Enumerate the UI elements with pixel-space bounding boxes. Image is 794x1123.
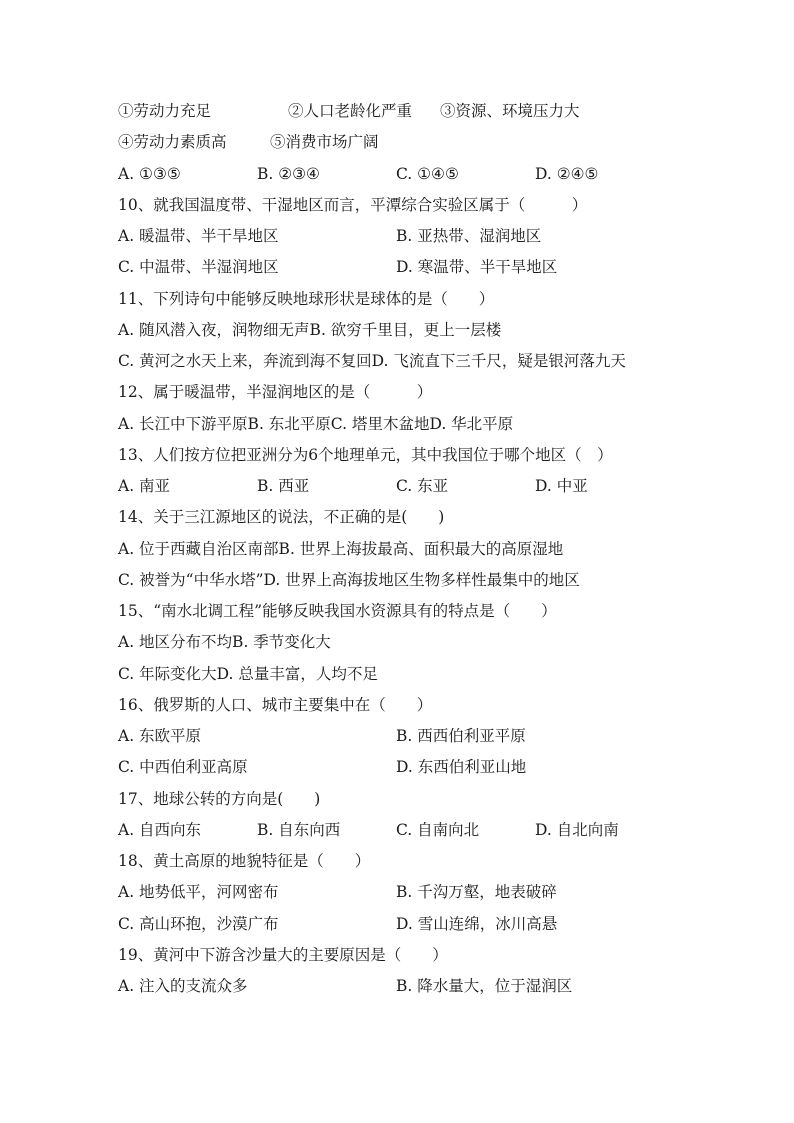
text-cell: B. 千沟万壑，地表破碎 bbox=[396, 883, 557, 902]
text-cell: 13、人们按方位把亚洲分为6个地理单元，其中我国位于哪个地区（ ） bbox=[118, 445, 613, 464]
text-cell: C. 东亚 bbox=[396, 477, 449, 495]
text-cell: A. 位于西藏自治区南部B. 世界上海拔最高、面积最大的高原湿地 bbox=[118, 539, 564, 558]
text-cell: ②人口老龄化严重 bbox=[288, 102, 413, 120]
text-cell: D. 自北向南 bbox=[535, 820, 619, 839]
text-cell: 15、“南水北调工程”能够反映我国水资源具有的特点是（ ） bbox=[118, 602, 557, 620]
text-cell: D. 寒温带、半干旱地区 bbox=[396, 258, 558, 277]
text-cell: B. 降水量大，位于湿润区 bbox=[396, 977, 573, 995]
text-cell: C. 黄河之水天上来，奔流到海不复回D. 飞流直下三千尺，疑是银河落九天 bbox=[118, 352, 626, 370]
text-cell: ①劳动力充足 bbox=[118, 102, 212, 120]
text-cell: A. 长江中下游平原B. 东北平原C. 塔里木盆地D. 华北平原 bbox=[118, 414, 514, 433]
text-cell: ⑤消费市场广阔 bbox=[270, 133, 379, 152]
text-cell: 17、地球公转的方向是( ) bbox=[118, 789, 321, 808]
text-cell: A. 注入的支流众多 bbox=[118, 977, 248, 995]
text-cell: D. ②④⑤ bbox=[535, 164, 599, 183]
text-cell: 19、黄河中下游含沙量大的主要原因是（ ） bbox=[118, 945, 448, 964]
text-cell: A. 地区分布不均B. 季节变化大 bbox=[118, 633, 331, 652]
text-cell: A. 南亚 bbox=[118, 477, 171, 495]
text-cell: A. 自西向东 bbox=[118, 820, 202, 839]
text-cell: ④劳动力素质高 bbox=[118, 133, 227, 152]
text-cell: ③资源、环境压力大 bbox=[440, 102, 580, 120]
text-cell: C. 中温带、半湿润地区 bbox=[118, 258, 279, 277]
text-cell: C. 年际变化大D. 总量丰富，人均不足 bbox=[118, 664, 378, 683]
text-cell: D. 东西伯利亚山地 bbox=[396, 758, 527, 777]
text-cell: B. 西亚 bbox=[257, 477, 310, 495]
text-cell: B. 亚热带、湿润地区 bbox=[396, 227, 542, 245]
text-cell: 11、下列诗句中能够反映地球形状是球体的是（ ） bbox=[118, 289, 495, 308]
text-cell: C. 自南向北 bbox=[396, 820, 480, 839]
text-cell: B. 自东向西 bbox=[257, 820, 341, 839]
text-cell: A. 暖温带、半干旱地区 bbox=[118, 227, 279, 245]
text-cell: D. 中亚 bbox=[535, 477, 588, 495]
text-cell: A. 地势低平，河网密布 bbox=[118, 883, 279, 902]
text-cell: A. 随风潜入夜，润物细无声B. 欲穷千里目，更上一层楼 bbox=[118, 320, 502, 339]
text-cell: 18、黄土高原的地貌特征是（ ） bbox=[118, 852, 371, 870]
text-cell: 14、关于三江源地区的说法，不正确的是( ) bbox=[118, 508, 445, 527]
text-cell: C. 高山环抱，沙漠广布 bbox=[118, 914, 279, 933]
text-cell: B. ②③④ bbox=[257, 164, 320, 183]
text-cell: C. 被誉为“中华水塔”D. 世界上高海拔地区生物多样性最集中的地区 bbox=[118, 570, 580, 589]
text-cell: C. ①④⑤ bbox=[396, 164, 459, 183]
text-cell: 16、俄罗斯的人口、城市主要集中在（ ） bbox=[118, 695, 433, 714]
text-cell: C. 中西伯利亚高原 bbox=[118, 758, 248, 777]
text-cell: B. 西西伯利亚平原 bbox=[396, 727, 526, 745]
text-cell: D. 雪山连绵，冰川高悬 bbox=[396, 914, 558, 933]
text-cell: 12、属于暖温带，半湿润地区的是（ ） bbox=[118, 383, 433, 402]
text-cell: 10、就我国温度带、干湿地区而言，平潭综合实验区属于（ ） bbox=[118, 195, 588, 214]
text-cell: A. 东欧平原 bbox=[118, 727, 202, 745]
text-cell: A. ①③⑤ bbox=[118, 164, 181, 183]
